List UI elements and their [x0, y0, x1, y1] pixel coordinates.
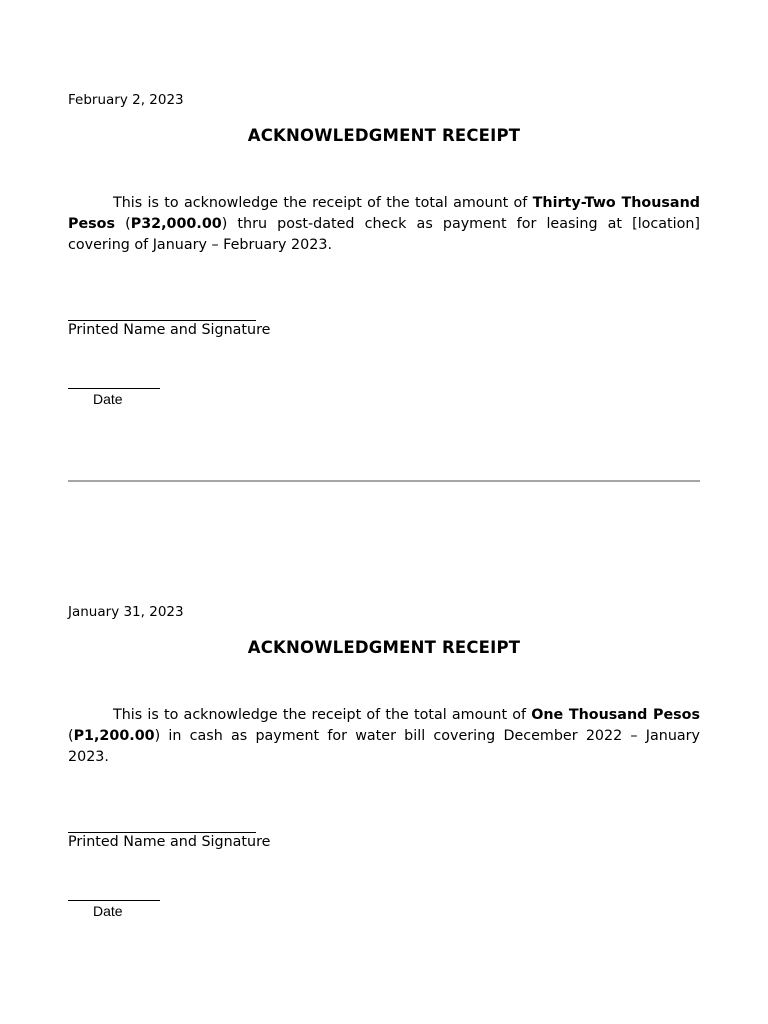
amount-figure: P1,200.00: [73, 728, 155, 744]
date-line: [68, 900, 160, 901]
receipt-2: [68, 604, 701, 919]
receipt-date: February 2, 2023: [68, 92, 184, 108]
receipt-rest: ) in cash as payment for water bill covering December 2022 – January 2023.: [68, 728, 700, 765]
receipt-date: January 31, 2023: [68, 604, 184, 620]
signature-label: Printed Name and Signature: [68, 834, 271, 850]
receipt-title: ACKNOWLEDGMENT RECEIPT: [247, 126, 521, 145]
amount-words: One Thousand Pesos: [531, 707, 701, 723]
date-line: [68, 388, 160, 389]
date-label: Date: [93, 903, 123, 919]
amount-words: Thirty-Two Thousand Pesos: [68, 195, 700, 232]
amount-figure: P32,000.00: [130, 216, 222, 232]
receipt-1: [68, 92, 701, 407]
open-paren: (: [115, 216, 131, 232]
receipt-intro: This is to acknowledge the receipt of the total amount of: [113, 195, 533, 211]
signature-label: Printed Name and Signature: [68, 322, 271, 338]
receipt-title: ACKNOWLEDGMENT RECEIPT: [247, 638, 521, 657]
open-paren: (: [68, 728, 74, 744]
receipt-body: [68, 193, 700, 256]
section-separator: [68, 480, 700, 482]
receipt-intro: This is to acknowledge the receipt of the total amount of: [113, 707, 532, 723]
receipt-rest: ) thru post-dated check as payment for leasing at [location] covering of January – February 2023.: [68, 216, 701, 253]
date-label: Date: [93, 391, 123, 407]
receipt-body: [68, 705, 700, 768]
